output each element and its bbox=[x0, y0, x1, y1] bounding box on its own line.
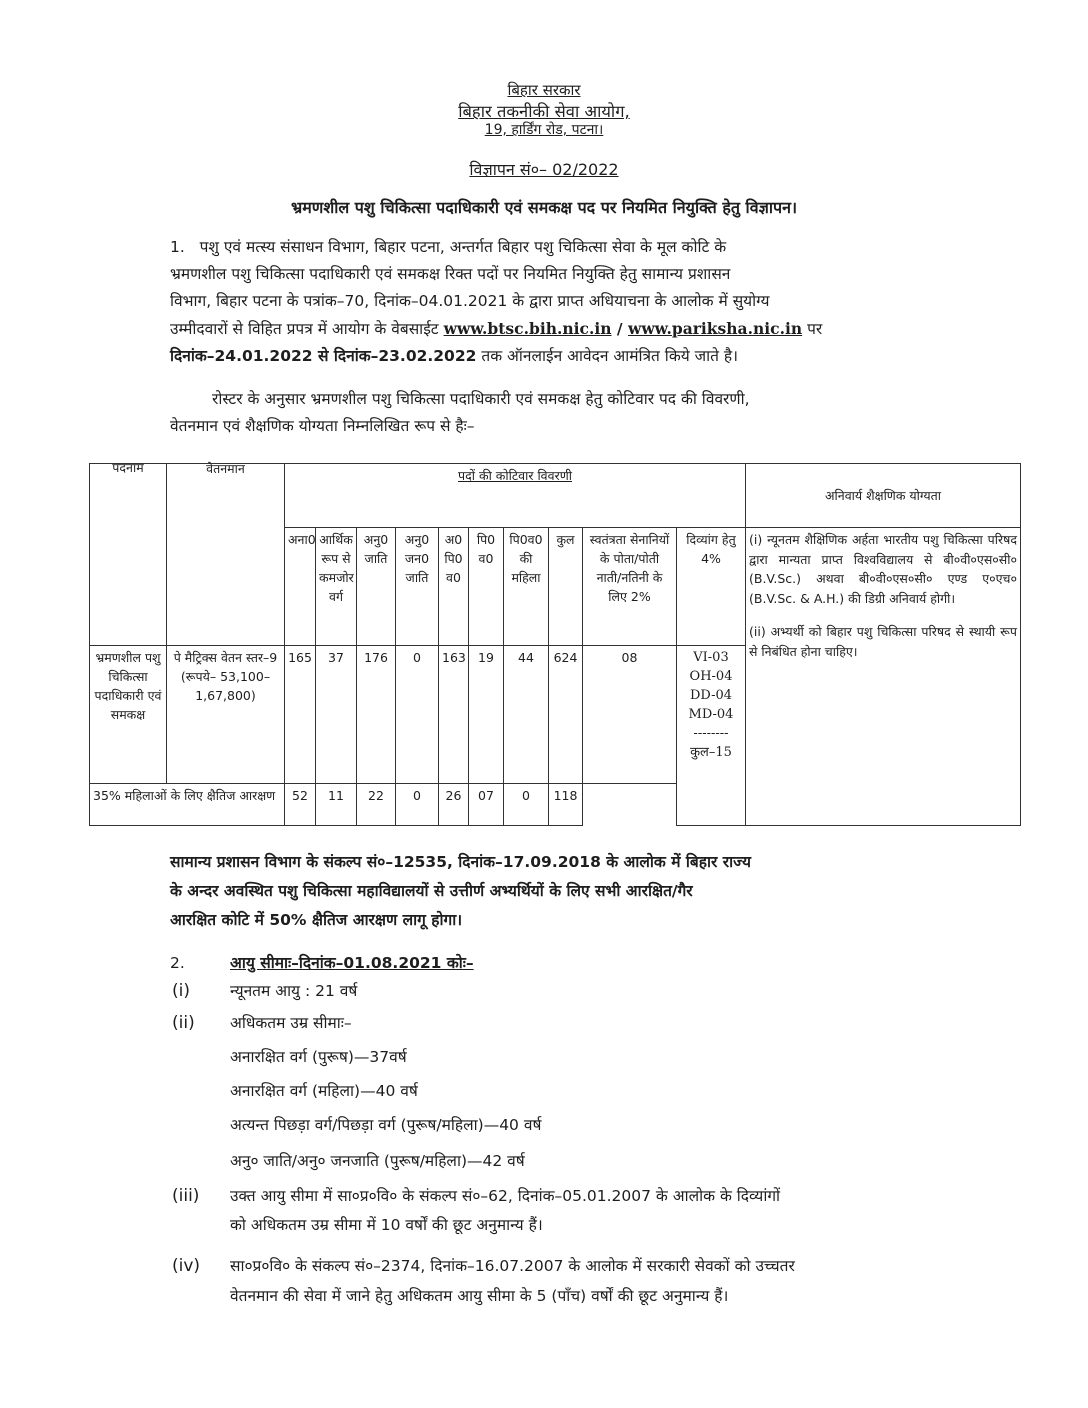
header-address: 19, हार्डिंग रोड, पटना। bbox=[484, 122, 604, 138]
subheader-ews: आर्थिक रूप से कमजोर वर्ग bbox=[316, 528, 357, 646]
para1-line4-end: पर bbox=[807, 320, 823, 338]
para3-line2: के अन्दर अवस्थित पशु चिकित्सा महाविद्यालयों से उत्तीर्ण अभ्यर्थियों के लिए सभी आरक्षित/गैर bbox=[170, 882, 693, 900]
website-link-btsc[interactable]: www.btsc.bih.nic.in bbox=[443, 319, 612, 338]
subheader-ur: अना0 bbox=[285, 528, 316, 646]
age-ur-female: अनारक्षित वर्ग (महिला)—40 वर्ष bbox=[230, 1082, 418, 1100]
header-qualification: अनिवार्य शैक्षणिक योग्यता bbox=[746, 464, 1021, 528]
subheader-bc: पि0 व0 bbox=[469, 528, 504, 646]
para2 bbox=[170, 386, 1020, 440]
header-pay: वेतनमान bbox=[167, 464, 285, 646]
value-st: 0 bbox=[396, 646, 439, 784]
women-reservation-label: 35% महिलाओं के लिए क्षैतिज आरक्षण bbox=[90, 784, 285, 826]
item-iv-num: (iv) bbox=[172, 1256, 201, 1276]
women-ebc: 26 bbox=[439, 784, 469, 826]
women-bc-women: 0 bbox=[504, 784, 549, 826]
advertisement-number: विज्ञापन सं०– 02/2022 bbox=[469, 160, 619, 179]
header-post: पदनाम bbox=[90, 464, 167, 646]
value-bc-women: 44 bbox=[504, 646, 549, 784]
item-ii-num: (ii) bbox=[172, 1013, 195, 1033]
section2-num: 2. bbox=[170, 954, 185, 972]
value-bc: 19 bbox=[469, 646, 504, 784]
divyang-dd: DD-04 bbox=[689, 688, 733, 703]
header-govt: बिहार सरकार bbox=[507, 81, 581, 99]
age-sc-st: अनु० जाति/अनु० जनजाति (पुरूष/महिला)—42 वर्ष bbox=[230, 1152, 525, 1170]
header-commission: बिहार तकनीकी सेवा आयोग, bbox=[458, 102, 630, 121]
age-ebc-bc: अत्यन्त पिछड़ा वर्ग/पिछड़ा वर्ग (पुरूष/महिला)—40 वर्ष bbox=[230, 1116, 542, 1134]
women-sc: 22 bbox=[357, 784, 396, 826]
para1 bbox=[170, 234, 1020, 370]
subheader-st: अनु0 जन0 जाति bbox=[396, 528, 439, 646]
para3-line3: आरक्षित कोटि में 50% क्षैतिज आरक्षण लागू होगा। bbox=[170, 911, 463, 929]
section2-title: आयु सीमाः–दिनांक–01.08.2021 कोः– bbox=[230, 954, 474, 972]
subheader-bc-women: पि0व0 की महिला bbox=[504, 528, 549, 646]
value-sc: 176 bbox=[357, 646, 396, 784]
divyang-total: कुल–15 bbox=[690, 745, 732, 760]
vacancy-table bbox=[89, 459, 1021, 826]
value-ebc: 163 bbox=[439, 646, 469, 784]
value-freedom-fighter: 08 bbox=[583, 646, 677, 784]
qualification-1: (i) न्यूनतम शैक्षिणिक अर्हता भारतीय पशु चिकित्सा परिषद द्वारा मान्यता प्राप्त विश्वविद्यालय से बी०वी०एस०सी० (B.V.Sc.) अथवा बी०वी०एस०सी० एण्ड ए०एच० (B.V.Sc. & A.H.) की डिग्री अनिवार्य होगी। bbox=[749, 532, 1017, 606]
para1-line5: तक ऑनलाईन आवेदन आमंत्रित किये जाते है। bbox=[481, 347, 739, 365]
para2-line1: रोस्टर के अनुसार भ्रमणशील पशु चिकित्सा पदाधिकारी एवं समकक्ष हेतु कोटिवार पद की विवरणी, bbox=[212, 390, 750, 408]
item-iv-line2: वेतनमान की सेवा में जाने हेतु अधिकतम आयु सीमा के 5 (पाँच) वर्षों की छूट अनुमान्य हैं। bbox=[230, 1287, 729, 1305]
para2-line2: वेतनमान एवं शैक्षणिक योग्यता निम्नलिखित रूप से हैः– bbox=[170, 417, 475, 435]
para3 bbox=[170, 848, 1030, 935]
divyang-separator: -------- bbox=[693, 726, 729, 741]
qualification-cell bbox=[746, 528, 1021, 826]
women-total: 118 bbox=[549, 784, 583, 826]
subheader-freedom-fighter: स्वतंत्रता सेनानियों के पोता/पोती नाती/नतिनी के लिए 2% bbox=[583, 528, 677, 646]
divyang-oh: OH-04 bbox=[689, 669, 733, 684]
header-category: पदों की कोटिवार विवरणी bbox=[285, 464, 746, 528]
value-total: 624 bbox=[549, 646, 583, 784]
age-ur-male: अनारक्षित वर्ग (पुरूष)—37वर्ष bbox=[230, 1048, 407, 1066]
item-i-text: न्यूनतम आयु : 21 वर्ष bbox=[230, 982, 358, 1000]
para1-line3: विभाग, बिहार पटना के पत्रांक–70, दिनांक–04.01.2021 के द्वारा प्राप्त अधियाचना के आलोक में सुयोग्य bbox=[170, 292, 770, 310]
item-iii-line1: उक्त आयु सीमा में सा०प्र०वि० के संकल्प सं०–62, दिनांक–05.01.2007 के आलोक के दिव्यांगों bbox=[230, 1187, 781, 1205]
item-i-num: (i) bbox=[172, 981, 190, 1001]
post-name: भ्रमणशील पशु चिकित्सा पदाधिकारी एवं समकक्ष bbox=[90, 646, 167, 784]
item-iv-line1: सा०प्र०वि० के संकल्प सं०–2374, दिनांक–16.07.2007 के आलोक में सरकारी सेवकों को उच्चतर bbox=[230, 1257, 795, 1275]
pay-scale: पे मैट्रिक्स वेतन स्तर–9 (रूपये– 53,100– 1,67,800) bbox=[167, 646, 285, 784]
advertisement-subject: भ्रमणशील पशु चिकित्सा पदाधिकारी एवं समकक्ष पद पर नियमित नियुक्ति हेतु विज्ञापन। bbox=[290, 198, 798, 217]
value-ur: 165 bbox=[285, 646, 316, 784]
website-link-pariksha[interactable]: www.pariksha.nic.in bbox=[628, 319, 803, 338]
item-iii-num: (iii) bbox=[172, 1186, 200, 1206]
application-dates: दिनांक–24.01.2022 से दिनांक–23.02.2022 bbox=[170, 347, 477, 365]
item-ii-text: अधिकतम उम्र सीमाः– bbox=[230, 1014, 352, 1032]
subheader-sc: अनु0 जाति bbox=[357, 528, 396, 646]
value-ews: 37 bbox=[316, 646, 357, 784]
subheader-total: कुल bbox=[549, 528, 583, 646]
para1-num: 1. bbox=[170, 238, 185, 256]
item-iii-line2: को अधिकतम उम्र सीमा में 10 वर्षों की छूट अनुमान्य हैं। bbox=[230, 1216, 543, 1234]
women-ews: 11 bbox=[316, 784, 357, 826]
women-st: 0 bbox=[396, 784, 439, 826]
url-separator: / bbox=[611, 320, 628, 338]
para1-line1: पशु एवं मत्स्य संसाधन विभाग, बिहार पटना, अन्तर्गत बिहार पशु चिकित्सा सेवा के मूल कोटि के bbox=[199, 238, 727, 256]
para1-line2: भ्रमणशील पशु चिकित्सा पदाधिकारी एवं समकक्ष रिक्त पदों पर नियमित नियुक्ति हेतु सामान्य प्रशासन bbox=[170, 265, 731, 283]
para1-line4: उम्मीदवारों से विहित प्रपत्र में आयोग के वेबसाईट bbox=[170, 320, 439, 338]
divyang-md: MD-04 bbox=[688, 707, 734, 722]
para3-line1: सामान्य प्रशासन विभाग के संकल्प सं०–12535, दिनांक–17.09.2018 के आलोक में बिहार राज्य bbox=[170, 853, 751, 871]
women-ur: 52 bbox=[285, 784, 316, 826]
divyang-breakdown bbox=[677, 646, 746, 826]
women-bc: 07 bbox=[469, 784, 504, 826]
subheader-ebc: अ0 पि0 व0 bbox=[439, 528, 469, 646]
subheader-divyang: दिव्यांग हेतु 4% bbox=[677, 528, 746, 646]
qualification-2: (ii) अभ्यर्थी को बिहार पशु चिकित्सा परिषद से स्थायी रूप से निबंधित होना चाहिए। bbox=[749, 624, 1017, 659]
divyang-vi: VI-03 bbox=[693, 650, 729, 665]
